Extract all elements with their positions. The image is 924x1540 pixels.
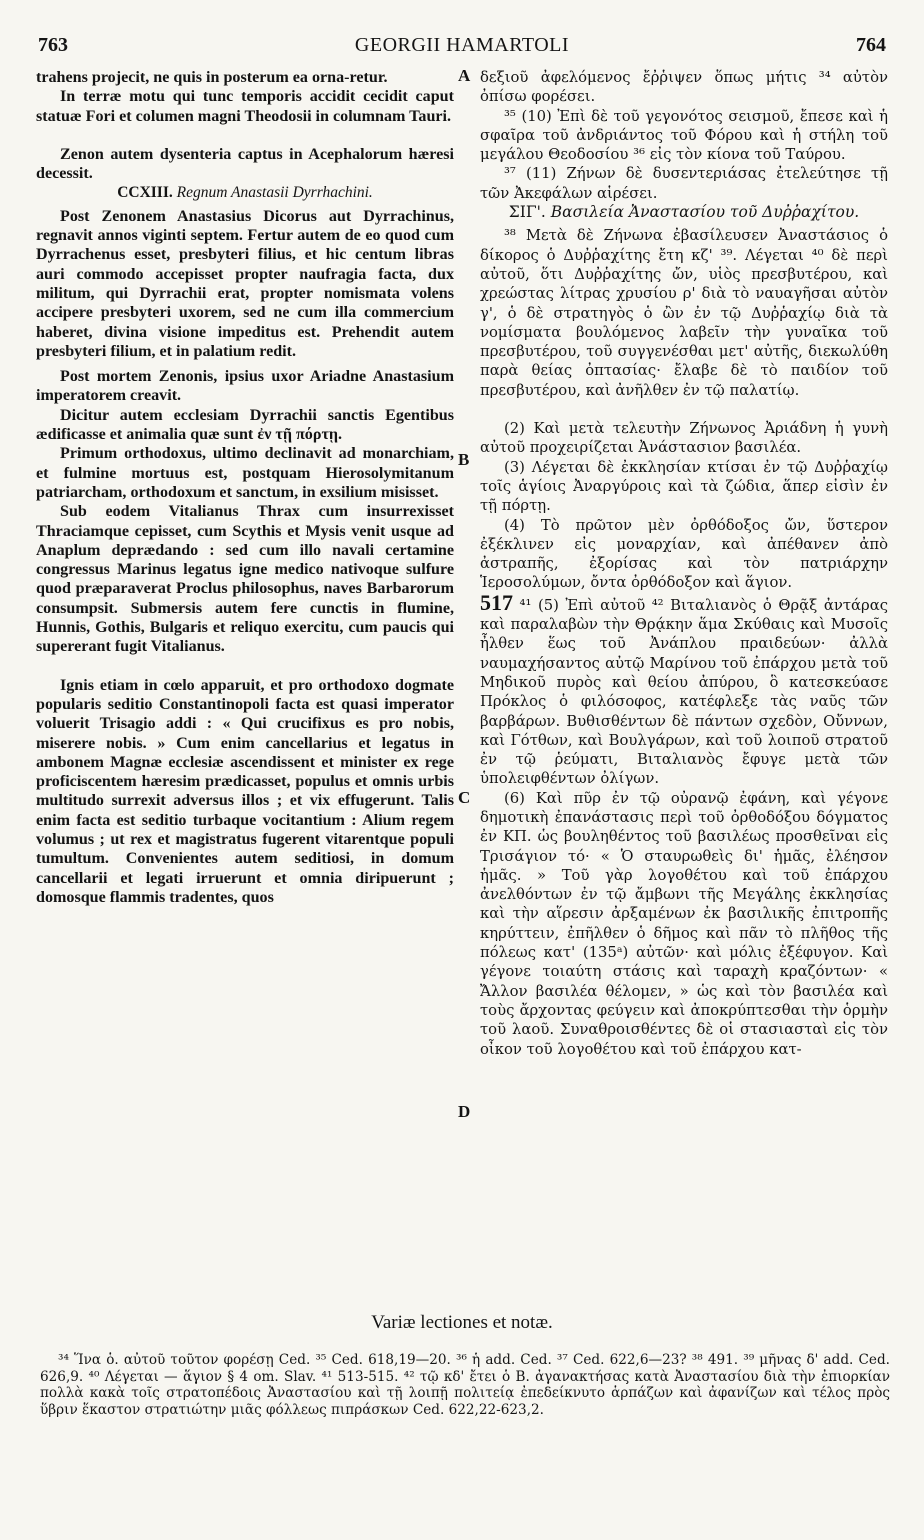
notes-text: ³⁴ Ἵνα ὁ. αὐτοῦ τοῦτον φορέσῃ Ced. ³⁵ Ced. 618,19—20. ³⁶ ἡ add. Ced. ³⁷ Ced. 622,6—23? ³⁸ 491. ³⁹ μῆνας δ' add. Ced. 626,9. ⁴⁰ Λέγεται — ἅγιον § 4 om. Slav. ⁴¹ 513-515. ⁴² τῷ κδ' ἔτει ὁ Β. ἀγανακτήσας κατὰ Ἀναστασίου διὰ τὴν ἐπιορκίαν πολλὰ κακὰ τοῖς στρατοπέδοις Ἀναστασίου καὶ τῇ λοιπῇ πολιτείᾳ ἐπεδείκνυτο ἁρπάζων καὶ ἀφανίζων καὶ τέλος πρὸς ὕβριν ἕκαστον στρατιώτην μιᾶς φόλλεως πιπράσκων Ced. 622,22-623,2. xyxy=(40,1352,890,1418)
greek-paragraph: (6) Καὶ πῦρ ἐν τῷ οὐρανῷ ἐφάνη, καὶ γέγονε δημοτικὴ ἐπανάστασις περὶ τοῦ ὀρθοδόξου δόγματος ἐν ΚΠ. ὡς βουληθέντος τοῦ βασιλέως προσθεῖναι εἰς Τρισάγιον τό· « Ὁ σταυρωθεὶς δι' ἡμᾶς, ἐλέησον ἡμᾶς. » Τοῦ γὰρ λογοθέτου καὶ τοῦ ἐπάρχου ἀνελθόντων ἐν τῷ ἄμβωνι τῆς Μεγάλης ἐκκλησίας καὶ τὴν αἵρεσιν ἀρξαμένων ἐκ βασιλικῆς ἐπιτροπῆς κηρύττειν, ἐπῆλθεν ὁ δῆμος καὶ πᾶν τὸ πλῆθος τῆς πόλεως κατ' (135ᵃ) αὐτῶν· καὶ μόλις ἐξέφυγον. Καὶ γέγονε τοιαύτη στάσις καὶ ταραχὴ κραζόντων· « Ἄλλον βασιλέα θέλομεν, » ὡς καὶ τὸν βασιλέα καὶ τοὺς ἄρχοντας φεύγειν καὶ ἀποκρύπτεσθαι τὴν ὁρμὴν τοῦ λαοῦ. Συναθροισθέντες δὲ οἱ στασιασταὶ εἰς τὸν οἶκον τοῦ λογοθέτου καὶ τοῦ ἐπάρχου κατ- xyxy=(480,789,888,1058)
greek-paragraph: (4) Τὸ πρῶτον μὲν ὀρθόδοξος ὤν, ὕστερον ἐξέκλινεν εἰς μοναρχίαν, καὶ ἀπέθανεν ἀπὸ ἀστραπῆς, ἐξορίσας καὶ τὸν πατριάρχην Ἱεροσολύμων, ὄντα ὀρθόδοξον καὶ ἅγιον. xyxy=(480,516,888,592)
latin-paragraph: Sub eodem Vitalianus Thrax cum insurrexisset Thraciamque cepisset, cum Scythis et Mysis venit usque ad Anaplum deprædando : sed cum illo navali certamine congressus Marinus legatus igne medico nativoque sulfure quod præparaverat Proclus philosophus, naves Barbarorum consumpsit. Submersis autem fere cunctis in flumine, Hunnis, Gothis, Bulgaris et reliquo exercitu, cum paucis qui supererant fugit Vitalianus. xyxy=(36,503,454,656)
page-number-left: 763 xyxy=(38,34,68,56)
latin-paragraph: Ignis etiam in cœlo apparuit, et pro orthodoxo dogmate popularis seditio Constantinopoli facta est quasi imperator voluerit Trisagio addi : « Qui crucifixus es pro nobis, miserere nobis. » Cum enim cancellarius et legatus in ambonem Magnæ ecclesiæ ascendissent et minister ex rege proficiscentem hæresim prædicasset, populus et omnis urbis multitudo surrexit adversus illos ; et vix effugerunt. Talis enim facta est seditio turbaque vocitantium : Alium regem volumus ; ut rex et magistratus fugerent vitarentque populi tumultum. Convenientes autem seditiosi, in domum cancellarii et legati irruerunt et omnia diripuerunt ; domosque flammis tradentes, quos xyxy=(36,676,454,906)
notes-heading: Variæ lectiones et notæ. xyxy=(371,1312,553,1333)
latin-paragraph: Dicitur autem ecclesiam Dyrrachii sanctis Egentibus ædificasse et animalia quæ sunt ἐν τῇ πόρτῃ. xyxy=(36,406,454,444)
page-number-right: 764 xyxy=(856,34,886,56)
margin-letter-c: C xyxy=(458,788,471,807)
latin-chapter-title: Regnum Anastasii Dyrrhachini. xyxy=(176,184,373,202)
margin-letter-d: D xyxy=(458,1102,471,1121)
latin-paragraph: Primum orthodoxus, ultimo declinavit ad monarchiam, et fulmine mortuus est, postquam Hierosolymitanum patriarcham, orthodoxum et sanctum, in exsilium misisset. xyxy=(36,445,454,501)
latin-paragraph: Zenon autem dysenteria captus in Acephalorum hæresi decessit. xyxy=(36,145,454,183)
latin-column xyxy=(36,68,454,907)
margin-letter-b: B xyxy=(458,450,470,469)
greek-chapter-number: ΣΙΓ'. xyxy=(508,203,546,222)
running-title: GEORGII HAMARTOLI xyxy=(354,34,570,56)
greek-paragraph: δεξιοῦ ἀφελόμενος ἔῤῥιψεν ὅπως μήτις ³⁴ αὐτὸν ὀπίσω φορέσει. xyxy=(480,69,888,106)
latin-chapter-heading xyxy=(36,183,454,202)
latin-paragraph: In terræ motu qui tunc temporis accidit cecidit caput statuæ Fori et columen magni Theodosii in columnam Tauri. xyxy=(36,88,454,125)
greek-paragraph xyxy=(480,589,888,789)
latin-paragraph: Post mortem Zenonis, ipsius uxor Ariadne Anastasium imperatorem creavit. xyxy=(36,368,454,405)
paragraph-gap xyxy=(480,400,888,419)
greek-chapter-heading xyxy=(480,203,888,222)
paragraph-gap xyxy=(36,657,454,676)
margin-letter-a: A xyxy=(458,66,471,85)
page-header xyxy=(38,34,886,60)
greek-paragraph-text: ⁴¹ (5) Ἐπὶ αὐτοῦ ⁴² Βιταλιανὸς ὁ Θρᾷξ ἀντάρας καὶ παραλαβὼν τὴν Θρᾴκην ἅμα Σκύθαις καὶ Μυσοῖς ἦλθεν ἕως τοῦ Ἀνάπλου πραιδεύων· ἀλλὰ ναυμαχήσαντος αὐτῷ Μαρίνου τοῦ ἐπάρχου μετὰ τοῦ Μηδικοῦ πυρὸς καὶ θείου ἀπύρου, ὃ κατεσκεύασε Πρόκλος ὁ φιλόσοφος, κατέφλεξε τὰς ναῦς τῶν βαρβάρων. Βυθισθέντων δὲ πάντων σχεδὸν, Οὔννων, καὶ Γότθων, καὶ Βουλγάρων, καὶ τοῦ λοιποῦ στρατοῦ ἐν τῷ ῥεύματι, Βιταλιανὸς ἔφυγε μετὰ τῶν ὑπολειφθέντων ὀλίγων. xyxy=(480,596,888,788)
latin-chapter-number: CCXIII. xyxy=(117,184,173,202)
greek-paragraph: (2) Καὶ μετὰ τελευτὴν Ζήνωνος Ἀριάδνη ἡ γυνὴ αὐτοῦ προχειρίζεται Ἀνάστασιον βασιλέα. xyxy=(480,420,888,457)
latin-paragraph: trahens projecit, ne quis in posterum ea orna-retur. xyxy=(36,69,388,86)
greek-chapter-title: Βασιλεία Ἀναστασίου τοῦ Δυῤῥαχίτου. xyxy=(550,203,860,222)
migne-column-number: 517 xyxy=(480,589,513,615)
greek-paragraph: ³⁸ Μετὰ δὲ Ζήνωνα ἐβασίλευσεν Ἀναστάσιος ὁ δίκορος ὁ Δυῤῥαχίτης ἔτη κζ' ³⁹. Λέγεται ⁴⁰ δὲ περὶ αὐτοῦ, ὅτι Δυῤῥαχίτης ὤν, υἱὸς πρεσβυτέρου, καὶ χρεώστας λίτρας χρυσίου ρ' διὰ τὸ ναυαγῆσαι αὐτὸν γ', ὁ δὲ στρατηγὸς ὁ ὢν ἐν τῷ Δυῤῥαχίῳ διὰ τὰ νομίσματα βουλόμενος λαβεῖν τὴν γυναῖκα τοῦ πρεσβυτέρου, τοῦ συγγενέσθαι μετ' αὐτῆς, διεκωλύθη παρὰ θείας ὀπτασίας· ἔλαβε δὲ τὸ παιδίον τοῦ πρεσβυτέρου, καὶ ἀνῆλθεν ἐν τῷ παλατίῳ. xyxy=(480,227,888,399)
apparatus-notes xyxy=(40,1352,890,1418)
latin-paragraph: Post Zenonem Anastasius Dicorus aut Dyrrachinus, regnavit annos viginti septem. Fertur autem de eo quod cum Dyrrachenus esset, presbyteri filius, et hic centum libras auri commodo accepisset propter naufragia facta, dux militum, qui Dyrrachii erat, propter nomismata volens accipere presbyteri uxorem, sed ne cum illa commercium haberet, divina visione impeditus est. Prehendit autem presbyteri filium, et in palatium redit. xyxy=(36,207,454,360)
greek-paragraph: ³⁵ (10) Ἐπὶ δὲ τοῦ γεγονότος σεισμοῦ, ἔπεσε καὶ ἡ σφαῖρα τοῦ ἀνδριάντος τοῦ Φόρου καὶ ἡ στήλη τοῦ μεγάλου Θεοδοσίου ³⁶ εἰς τὸν κίονα τοῦ Ταύρου. xyxy=(480,107,888,164)
paragraph-gap xyxy=(36,126,454,145)
greek-paragraph: (3) Λέγεται δὲ ἐκκλησίαν κτίσαι ἐν τῷ Δυῤῥαχίῳ τοῖς ἁγίοις Ἀναργύροις καὶ τὰ ζώδια, ἅπερ εἰσὶν ἐν τῇ πόρτῃ. xyxy=(480,458,888,515)
greek-column xyxy=(480,68,888,1059)
greek-paragraph: ³⁷ (11) Ζήνων δὲ δυσεντεριάσας ἐτελεύτησε τῇ τῶν Ἀκεφάλων αἱρέσει. xyxy=(480,165,888,202)
